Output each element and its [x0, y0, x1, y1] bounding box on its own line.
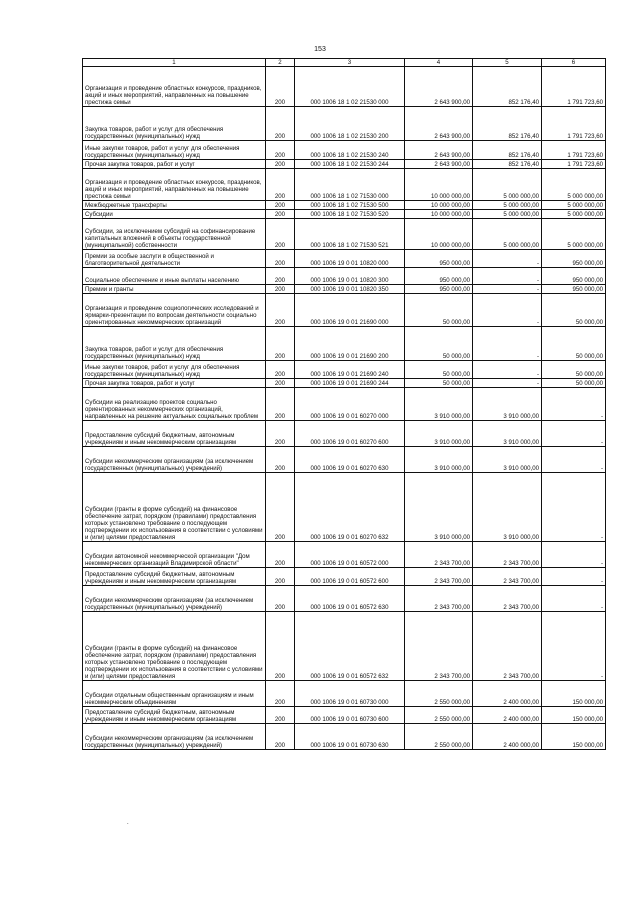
- row-remaining-cell: 5 000 000,00: [542, 210, 606, 219]
- row-budget-code-cell: 000 1006 19 0 01 60572 632: [295, 612, 405, 681]
- table-row: [83, 250, 606, 268]
- row-remaining-cell: -: [542, 388, 606, 421]
- row-remaining-cell: 950 000,00: [542, 285, 606, 294]
- row-remaining-cell: 5 000 000,00: [542, 219, 606, 250]
- row-total-cell: 10 000 000,00: [405, 201, 473, 210]
- table-row: [83, 219, 606, 250]
- row-budget-code-cell: 000 1006 19 0 01 60730 000: [295, 681, 405, 707]
- table-row: [83, 67, 606, 107]
- table-row: [83, 707, 606, 724]
- row-budget-code-cell: 000 1006 19 0 01 60270 000: [295, 388, 405, 421]
- row-budget-code-cell: 000 1006 18 1 02 21530 200: [295, 107, 405, 141]
- row-name-cell: Субсидии некоммерческим организациям (за исключением государственных (муниципальных) учреждений): [83, 447, 266, 473]
- row-remaining-cell: -: [542, 447, 606, 473]
- row-remaining-cell: -: [542, 421, 606, 447]
- row-remaining-cell: 1 791 723,60: [542, 67, 606, 107]
- row-remaining-cell: -: [542, 568, 606, 586]
- row-total-cell: 3 910 000,00: [405, 421, 473, 447]
- row-name-cell: Субсидии: [83, 210, 266, 219]
- row-name-cell: Закупка товаров, работ и услуг для обеспечения государственных (муниципальных) нужд: [83, 107, 266, 141]
- row-admin-code-cell: 200: [266, 250, 295, 268]
- row-admin-code-cell: 200: [266, 201, 295, 210]
- footer-mark: .: [127, 820, 129, 826]
- table-row: [83, 388, 606, 421]
- row-admin-code-cell: 200: [266, 612, 295, 681]
- row-remaining-cell: 150 000,00: [542, 681, 606, 707]
- row-budget-code-cell: 000 1006 18 1 02 71530 500: [295, 201, 405, 210]
- row-admin-code-cell: 200: [266, 724, 295, 750]
- row-total-cell: 2 343 700,00: [405, 612, 473, 681]
- table-row: [83, 568, 606, 586]
- row-executed-cell: 852 176,40: [473, 67, 542, 107]
- row-total-cell: 2 343 700,00: [405, 542, 473, 568]
- row-budget-code-cell: 000 1006 19 0 01 60572 630: [295, 586, 405, 612]
- row-name-cell: Премии за особые заслуги в общественной и благотворительной деятельности: [83, 250, 266, 268]
- row-remaining-cell: 50 000,00: [542, 294, 606, 327]
- row-admin-code-cell: 200: [266, 707, 295, 724]
- row-budget-code-cell: 000 1006 19 0 01 60730 600: [295, 707, 405, 724]
- row-remaining-cell: 50 000,00: [542, 327, 606, 361]
- row-executed-cell: 3 910 000,00: [473, 388, 542, 421]
- row-budget-code-cell: 000 1006 19 0 01 10820 300: [295, 268, 405, 285]
- row-admin-code-cell: 200: [266, 421, 295, 447]
- row-name-cell: Прочая закупка товаров, работ и услуг: [83, 160, 266, 169]
- row-executed-cell: 5 000 000,00: [473, 219, 542, 250]
- row-admin-code-cell: 200: [266, 447, 295, 473]
- row-name-cell: Межбюджетные трансферты: [83, 201, 266, 210]
- row-admin-code-cell: 200: [266, 568, 295, 586]
- row-total-cell: 2 643 900,00: [405, 107, 473, 141]
- row-admin-code-cell: 200: [266, 681, 295, 707]
- table-row: [83, 681, 606, 707]
- row-budget-code-cell: 000 1006 19 0 01 10820 350: [295, 285, 405, 294]
- row-remaining-cell: 150 000,00: [542, 724, 606, 750]
- row-admin-code-cell: 200: [266, 141, 295, 160]
- row-remaining-cell: 1 791 723,60: [542, 107, 606, 141]
- row-executed-cell: 852 176,40: [473, 107, 542, 141]
- row-name-cell: Субсидии некоммерческим организациям (за исключением государственных (муниципальных) учреждений): [83, 724, 266, 750]
- row-name-cell: Закупка товаров, работ и услуг для обеспечения государственных (муниципальных) нужд: [83, 327, 266, 361]
- row-executed-cell: 5 000 000,00: [473, 169, 542, 201]
- row-admin-code-cell: 200: [266, 327, 295, 361]
- row-total-cell: 950 000,00: [405, 285, 473, 294]
- row-admin-code-cell: 200: [266, 67, 295, 107]
- row-name-cell: Субсидии некоммерческим организациям (за исключением государственных (муниципальных) учреждений): [83, 586, 266, 612]
- row-remaining-cell: -: [542, 586, 606, 612]
- row-admin-code-cell: 200: [266, 169, 295, 201]
- row-admin-code-cell: 200: [266, 379, 295, 388]
- row-name-cell: Предоставление субсидий бюджетным, автономным учреждениям и иным некоммерческим организациям: [83, 707, 266, 724]
- row-total-cell: 2 343 700,00: [405, 586, 473, 612]
- column-header: 4: [405, 59, 473, 67]
- row-remaining-cell: 5 000 000,00: [542, 169, 606, 201]
- table-row: [83, 473, 606, 542]
- row-total-cell: 2 550 000,00: [405, 707, 473, 724]
- row-executed-cell: 3 910 000,00: [473, 473, 542, 542]
- row-total-cell: 50 000,00: [405, 361, 473, 379]
- row-budget-code-cell: 000 1006 19 0 01 10820 000: [295, 250, 405, 268]
- row-executed-cell: 2 400 000,00: [473, 681, 542, 707]
- table-row: [83, 201, 606, 210]
- column-header: 1: [83, 59, 266, 67]
- table-row: [83, 586, 606, 612]
- row-executed-cell: -: [473, 285, 542, 294]
- row-total-cell: 50 000,00: [405, 379, 473, 388]
- row-total-cell: 50 000,00: [405, 294, 473, 327]
- row-executed-cell: 2 400 000,00: [473, 724, 542, 750]
- row-total-cell: 950 000,00: [405, 268, 473, 285]
- row-executed-cell: -: [473, 250, 542, 268]
- row-admin-code-cell: 200: [266, 210, 295, 219]
- row-name-cell: Субсидии, за исключением субсидий на софинансирование капитальных вложений в объекты государственной (муниципальной) собственности: [83, 219, 266, 250]
- header-row: [83, 59, 606, 67]
- row-total-cell: 2 643 900,00: [405, 160, 473, 169]
- table-row: [83, 294, 606, 327]
- table-row: [83, 210, 606, 219]
- row-name-cell: Иные закупки товаров, работ и услуг для обеспечения государственных (муниципальных) нужд: [83, 361, 266, 379]
- row-budget-code-cell: 000 1006 18 1 02 71530 521: [295, 219, 405, 250]
- row-total-cell: 2 343 700,00: [405, 568, 473, 586]
- row-remaining-cell: 950 000,00: [542, 268, 606, 285]
- row-name-cell: Организация и проведение областных конкурсов, праздников, акций и иных мероприятий, направленных на повышение престижа семьи: [83, 169, 266, 201]
- column-header: 2: [266, 59, 295, 67]
- row-executed-cell: 2 400 000,00: [473, 707, 542, 724]
- table-row: [83, 160, 606, 169]
- row-name-cell: Социальное обеспечение и иные выплаты населению: [83, 268, 266, 285]
- page-number: 153: [314, 46, 326, 53]
- row-executed-cell: 852 176,40: [473, 141, 542, 160]
- row-name-cell: Прочая закупка товаров, работ и услуг: [83, 379, 266, 388]
- row-budget-code-cell: 000 1006 18 1 02 71530 520: [295, 210, 405, 219]
- row-budget-code-cell: 000 1006 18 1 02 21530 000: [295, 67, 405, 107]
- row-budget-code-cell: 000 1006 18 1 02 71530 000: [295, 169, 405, 201]
- row-executed-cell: 3 910 000,00: [473, 447, 542, 473]
- row-executed-cell: -: [473, 379, 542, 388]
- row-name-cell: Предоставление субсидий бюджетным, автономным учреждениям и иным некоммерческим организациям: [83, 568, 266, 586]
- row-executed-cell: -: [473, 327, 542, 361]
- row-total-cell: 2 643 900,00: [405, 141, 473, 160]
- row-budget-code-cell: 000 1006 19 0 01 60730 630: [295, 724, 405, 750]
- row-admin-code-cell: 200: [266, 268, 295, 285]
- row-name-cell: Субсидии на реализацию проектов социально ориентированных некоммерческих организаций, направленных на решение актуальных социальных проблем: [83, 388, 266, 421]
- row-admin-code-cell: 200: [266, 107, 295, 141]
- row-name-cell: Премии и гранты: [83, 285, 266, 294]
- row-remaining-cell: 50 000,00: [542, 379, 606, 388]
- row-admin-code-cell: 200: [266, 219, 295, 250]
- row-budget-code-cell: 000 1006 19 0 01 60572 000: [295, 542, 405, 568]
- row-executed-cell: 2 343 700,00: [473, 542, 542, 568]
- row-executed-cell: 2 343 700,00: [473, 586, 542, 612]
- table-row: [83, 379, 606, 388]
- row-total-cell: 2 643 900,00: [405, 67, 473, 107]
- row-remaining-cell: 1 791 723,60: [542, 141, 606, 160]
- row-total-cell: 3 910 000,00: [405, 473, 473, 542]
- table-row: [83, 447, 606, 473]
- row-admin-code-cell: 200: [266, 294, 295, 327]
- row-total-cell: 10 000 000,00: [405, 210, 473, 219]
- row-admin-code-cell: 200: [266, 542, 295, 568]
- table-row: [83, 612, 606, 681]
- row-budget-code-cell: 000 1006 19 0 01 60270 600: [295, 421, 405, 447]
- row-name-cell: Субсидии отдельным общественным организациям и иным некоммерческим объединениям: [83, 681, 266, 707]
- row-total-cell: 2 550 000,00: [405, 681, 473, 707]
- table-row: [83, 542, 606, 568]
- row-remaining-cell: -: [542, 612, 606, 681]
- row-remaining-cell: 150 000,00: [542, 707, 606, 724]
- row-admin-code-cell: 200: [266, 285, 295, 294]
- row-executed-cell: 5 000 000,00: [473, 201, 542, 210]
- row-name-cell: Организация и проведение социологических исследований и ярмарки-презентации по вопросам деятельности социально ориентированных некоммерческих организаций: [83, 294, 266, 327]
- table-row: [83, 107, 606, 141]
- table-row: [83, 268, 606, 285]
- row-remaining-cell: 50 000,00: [542, 361, 606, 379]
- column-header: 3: [295, 59, 405, 67]
- row-total-cell: 10 000 000,00: [405, 169, 473, 201]
- row-executed-cell: 2 343 700,00: [473, 612, 542, 681]
- row-executed-cell: 3 910 000,00: [473, 421, 542, 447]
- row-executed-cell: -: [473, 294, 542, 327]
- row-budget-code-cell: 000 1006 19 0 01 21690 200: [295, 327, 405, 361]
- row-executed-cell: -: [473, 361, 542, 379]
- row-admin-code-cell: 200: [266, 361, 295, 379]
- table-row: [83, 361, 606, 379]
- row-total-cell: 3 910 000,00: [405, 388, 473, 421]
- row-budget-code-cell: 000 1006 19 0 01 21690 000: [295, 294, 405, 327]
- row-name-cell: Субсидии (гранты в форме субсидий) на финансовое обеспечение затрат, порядком (правилами) предоставления которых установлено требование о последующем подтверждении их использования в соответствии с условиями и (или) целями предоставления: [83, 473, 266, 542]
- row-budget-code-cell: 000 1006 19 0 01 21690 244: [295, 379, 405, 388]
- row-remaining-cell: 950 000,00: [542, 250, 606, 268]
- row-total-cell: 2 550 000,00: [405, 724, 473, 750]
- row-budget-code-cell: 000 1006 19 0 01 60270 630: [295, 447, 405, 473]
- row-name-cell: Иные закупки товаров, работ и услуг для обеспечения государственных (муниципальных) нужд: [83, 141, 266, 160]
- column-header: 6: [542, 59, 606, 67]
- row-budget-code-cell: 000 1006 18 1 02 21530 244: [295, 160, 405, 169]
- row-total-cell: 3 910 000,00: [405, 447, 473, 473]
- row-budget-code-cell: 000 1006 19 0 01 60572 600: [295, 568, 405, 586]
- table-row: [83, 327, 606, 361]
- row-name-cell: Организация и проведение областных конкурсов, праздников, акций и иных мероприятий, направленных на повышение престижа семьи: [83, 67, 266, 107]
- row-executed-cell: 852 176,40: [473, 160, 542, 169]
- row-admin-code-cell: 200: [266, 586, 295, 612]
- column-header: 5: [473, 59, 542, 67]
- row-admin-code-cell: 200: [266, 388, 295, 421]
- row-remaining-cell: -: [542, 473, 606, 542]
- row-budget-code-cell: 000 1006 19 0 01 60270 632: [295, 473, 405, 542]
- row-remaining-cell: -: [542, 542, 606, 568]
- table-row: [83, 141, 606, 160]
- row-name-cell: Предоставление субсидий бюджетным, автономным учреждениям и иным некоммерческим организациям: [83, 421, 266, 447]
- row-total-cell: 10 000 000,00: [405, 219, 473, 250]
- row-executed-cell: 5 000 000,00: [473, 210, 542, 219]
- table-row: [83, 285, 606, 294]
- row-budget-code-cell: 000 1006 18 1 02 21530 240: [295, 141, 405, 160]
- table-row: [83, 169, 606, 201]
- table-row: [83, 421, 606, 447]
- row-name-cell: Субсидии автономной некоммерческой организации "Дом некоммерческих организаций Владимирской области": [83, 542, 266, 568]
- row-executed-cell: 2 343 700,00: [473, 568, 542, 586]
- row-admin-code-cell: 200: [266, 473, 295, 542]
- row-remaining-cell: 1 791 723,60: [542, 160, 606, 169]
- row-name-cell: Субсидии (гранты в форме субсидий) на финансовое обеспечение затрат, порядком (правилами) предоставления которых установлено требование о последующем подтверждении их использования в соответствии с условиями и (или) целями предоставления: [83, 612, 266, 681]
- table-row: [83, 724, 606, 750]
- row-remaining-cell: 5 000 000,00: [542, 201, 606, 210]
- row-budget-code-cell: 000 1006 19 0 01 21690 240: [295, 361, 405, 379]
- budget-table: [82, 58, 606, 750]
- row-total-cell: 50 000,00: [405, 327, 473, 361]
- row-total-cell: 950 000,00: [405, 250, 473, 268]
- row-admin-code-cell: 200: [266, 160, 295, 169]
- row-executed-cell: -: [473, 268, 542, 285]
